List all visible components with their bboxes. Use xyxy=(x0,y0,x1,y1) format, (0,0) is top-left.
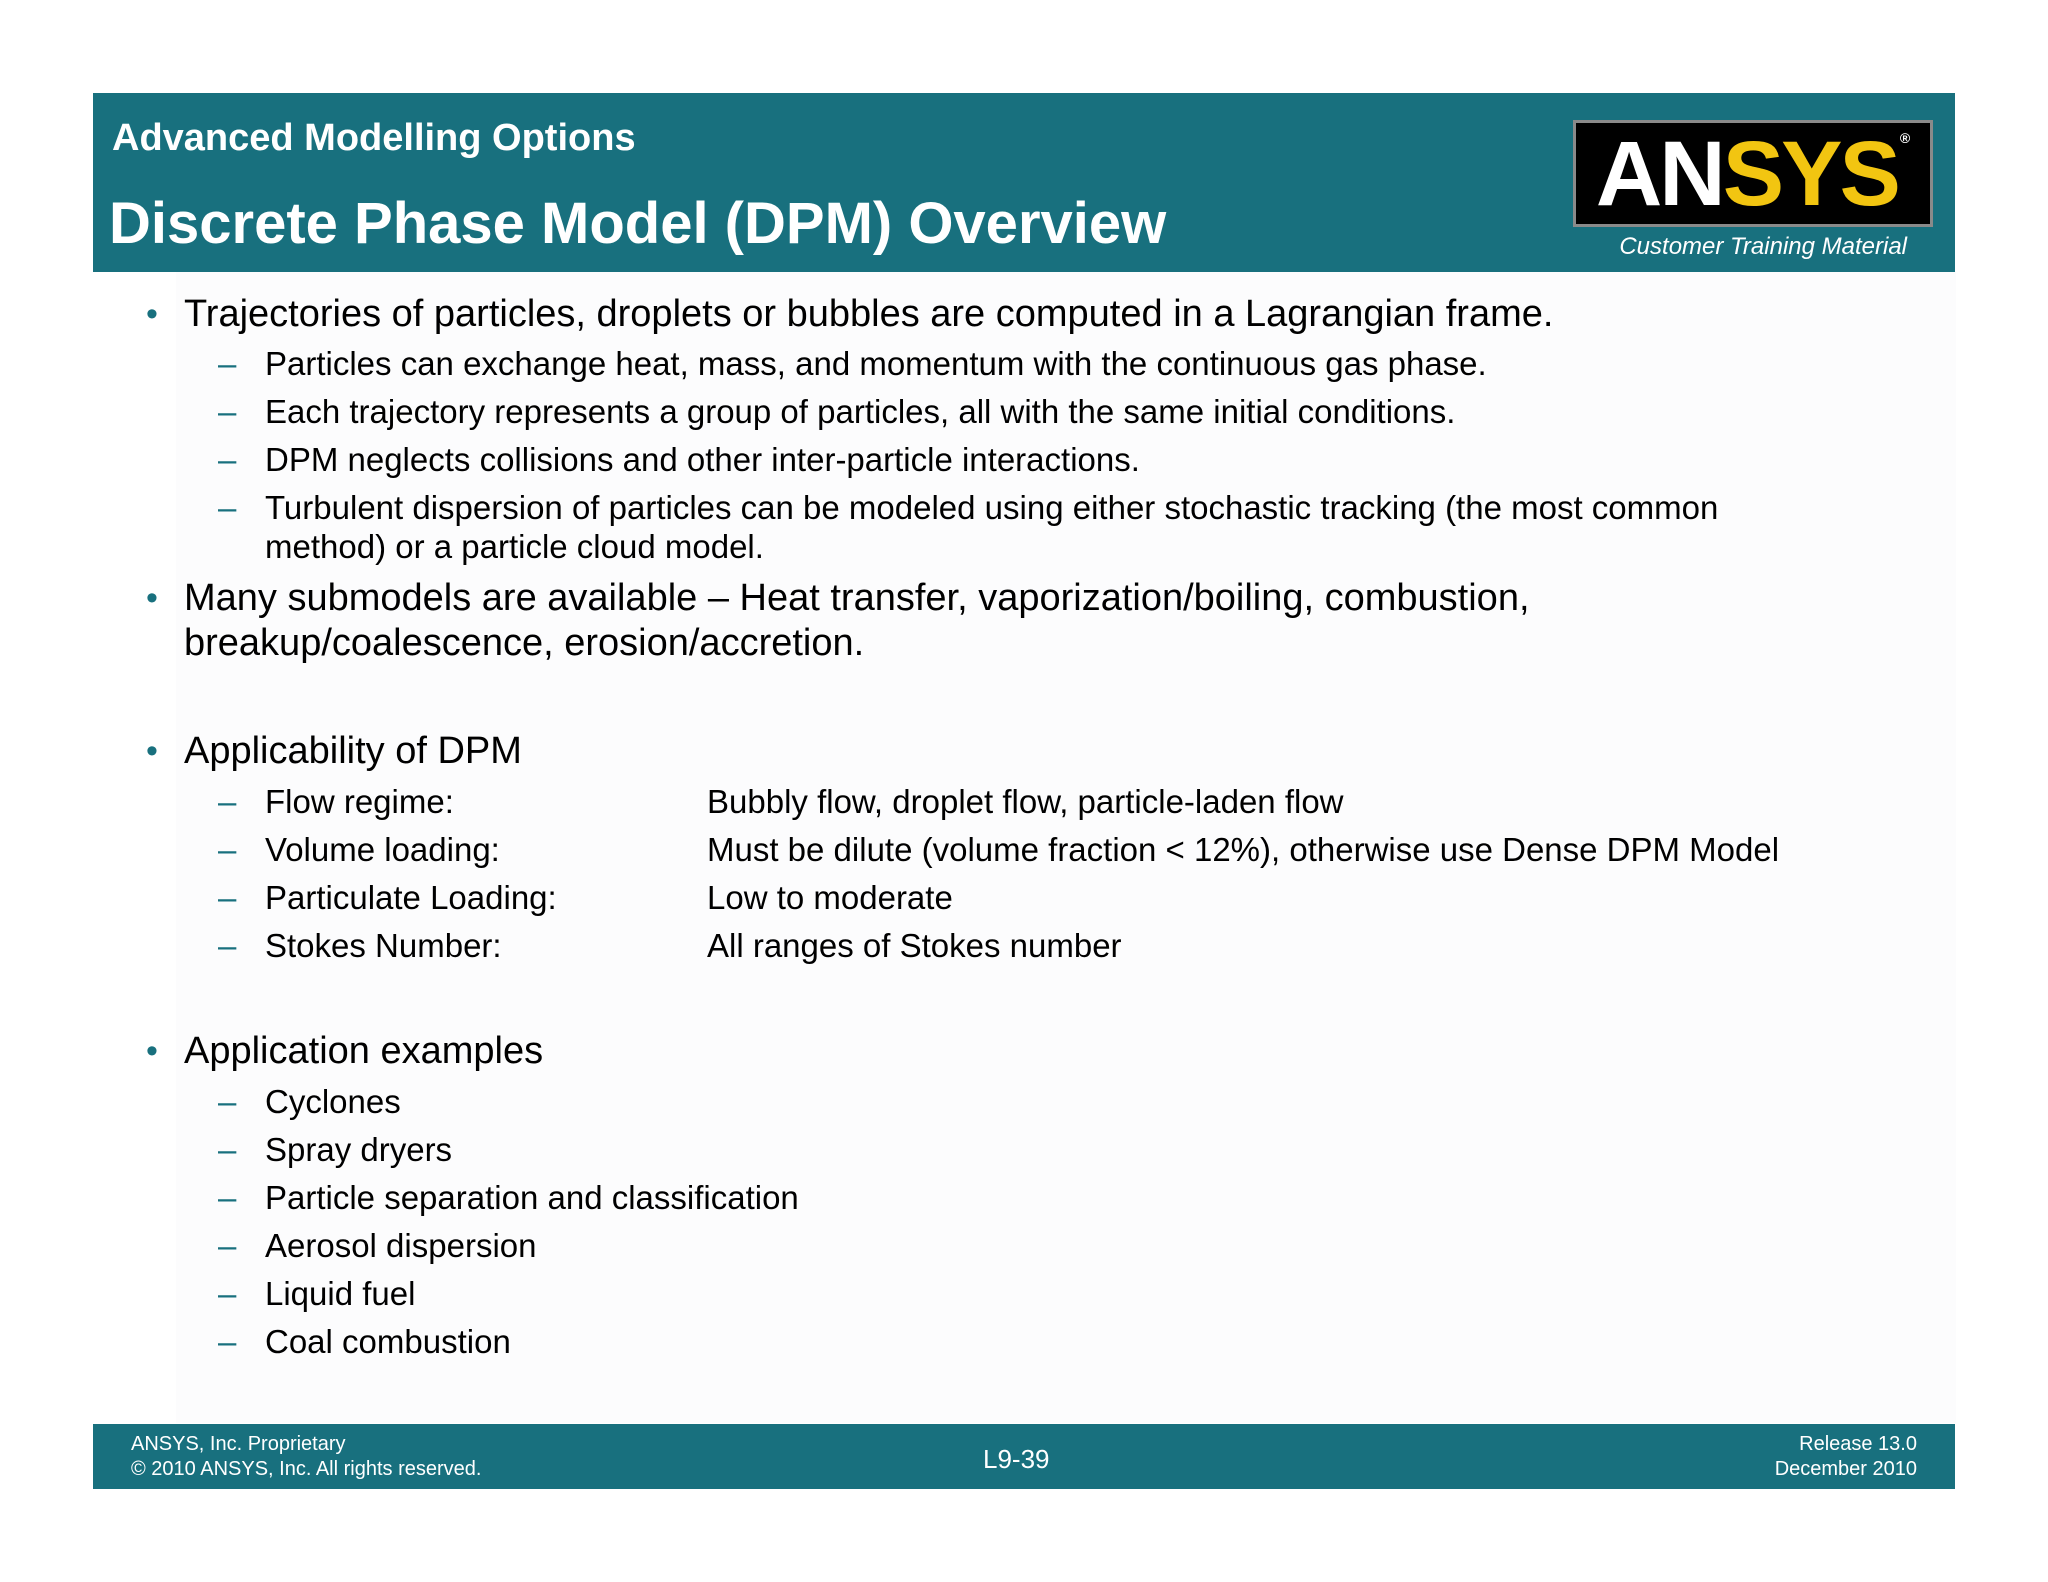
proprietary-notice: ANSYS, Inc. Proprietary xyxy=(131,1433,346,1455)
dash-icon: – xyxy=(218,1131,237,1168)
dash-icon: – xyxy=(218,1179,237,1216)
row-label: Volume loading: xyxy=(265,831,500,868)
logo-text-white: AN xyxy=(1595,122,1723,225)
row-label: Stokes Number: xyxy=(265,927,502,964)
dash-icon: – xyxy=(218,489,237,526)
bullet-icon: • xyxy=(146,295,158,333)
bullet-icon: • xyxy=(146,732,158,770)
page-number: L9-39 xyxy=(983,1444,1050,1474)
dash-icon: – xyxy=(218,831,237,868)
footer-right xyxy=(1775,1432,1917,1482)
sub-bullet-text: Particles can exchange heat, mass, and momentum with the continuous gas phase. xyxy=(265,345,1487,382)
bullet-text: Many submodels are available – Heat transfer, vaporization/boiling, combustion, xyxy=(184,577,1530,619)
release-date: December 2010 xyxy=(1774,1458,1917,1480)
example-text: Particle separation and classification xyxy=(265,1179,799,1216)
dash-icon: – xyxy=(218,1275,237,1312)
sub-bullet-text: Turbulent dispersion of particles can be modeled using either stochastic tracking (the most common xyxy=(265,489,1719,526)
sub-bullet-text: method) or a particle cloud model. xyxy=(265,528,764,565)
example-text: Spray dryers xyxy=(265,1131,453,1168)
slide-footer xyxy=(93,1424,1955,1489)
bullet-icon: • xyxy=(146,1032,158,1070)
training-label: Customer Training Material xyxy=(1619,233,1907,260)
copyright-notice: © 2010 ANSYS, Inc. All rights reserved. xyxy=(131,1458,482,1480)
dash-icon: – xyxy=(218,345,237,382)
page-title: Discrete Phase Model (DPM) Overview xyxy=(109,191,1167,256)
bullet-text: Trajectories of particles, droplets or bubbles are computed in a Lagrangian frame. xyxy=(184,293,1554,335)
dash-icon: – xyxy=(218,783,237,820)
section-title: Advanced Modelling Options xyxy=(112,117,636,159)
registered-mark: ® xyxy=(1899,130,1911,146)
bullet-text: Application examples xyxy=(184,1030,544,1072)
example-text: Cyclones xyxy=(265,1083,401,1120)
row-value: Bubbly flow, droplet flow, particle-laden flow xyxy=(707,783,1344,820)
footer-left xyxy=(131,1432,481,1482)
row-value: Must be dilute (volume fraction < 12%), otherwise use Dense DPM Model xyxy=(707,831,1780,868)
dash-icon: – xyxy=(218,879,237,916)
dash-icon: – xyxy=(218,441,237,478)
release-label: Release 13.0 xyxy=(1799,1433,1917,1455)
logo-text-yellow: SYS xyxy=(1722,122,1898,225)
row-label: Flow regime: xyxy=(265,783,454,820)
row-value: All ranges of Stokes number xyxy=(707,927,1122,964)
bullet-text: breakup/coalescence, erosion/accretion. xyxy=(184,622,865,664)
row-value: Low to moderate xyxy=(707,879,953,916)
dash-icon: – xyxy=(218,393,237,430)
row-label: Particulate Loading: xyxy=(265,879,557,916)
dash-icon: – xyxy=(218,1227,237,1264)
bullet-text: Applicability of DPM xyxy=(184,730,522,772)
sub-bullet-text: DPM neglects collisions and other inter-particle interactions. xyxy=(265,441,1140,478)
example-text: Aerosol dispersion xyxy=(265,1227,537,1264)
dash-icon: – xyxy=(218,1083,237,1120)
dash-icon: – xyxy=(218,1323,237,1360)
example-text: Coal combustion xyxy=(265,1323,511,1360)
dash-icon: – xyxy=(218,927,237,964)
sub-bullet-text: Each trajectory represents a group of particles, all with the same initial conditions. xyxy=(265,393,1456,430)
example-text: Liquid fuel xyxy=(265,1275,416,1312)
bullet-icon: • xyxy=(146,579,158,617)
